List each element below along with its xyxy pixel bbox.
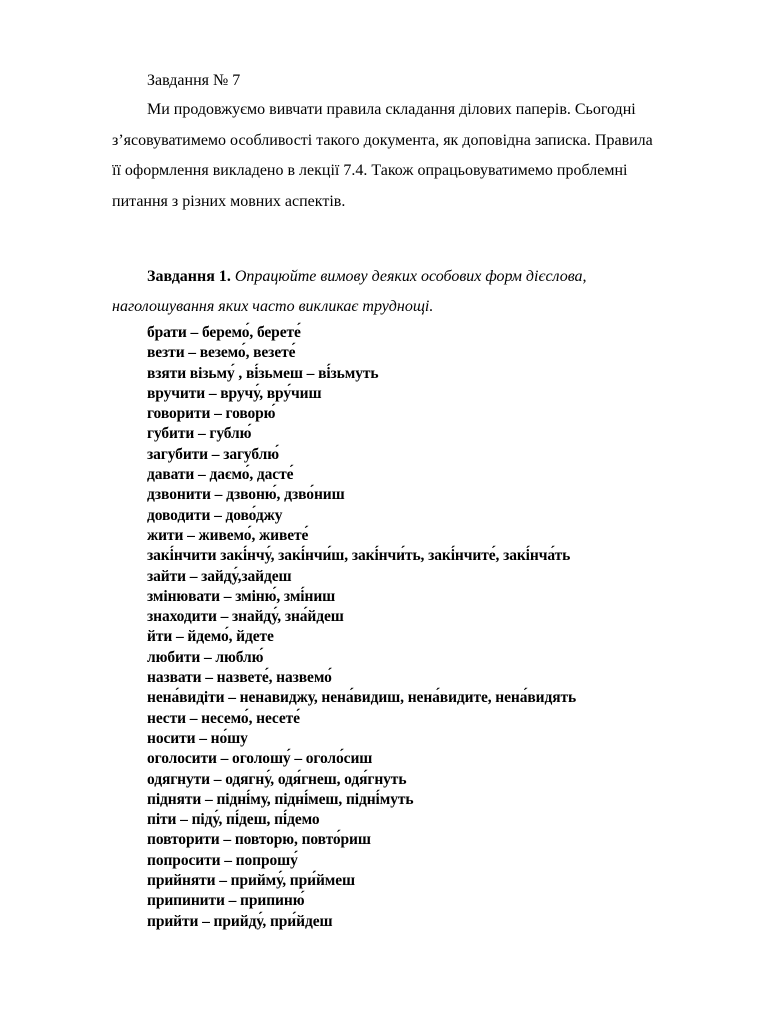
verb-list-item: давати – даємо́, дасте́ (147, 466, 294, 484)
verb-list-item: назвати – назвете́, назвемо́ (147, 669, 332, 687)
task1-description: Опрацюйте вимову деяких особових форм дієслова, (234, 268, 587, 285)
verb-list-item: підняти – підні́му, підні́меш, підні́муть (147, 790, 414, 808)
verb-list-item: припинити – припиню́ (147, 892, 305, 910)
task1-heading (112, 262, 672, 322)
verb-list-item: везти – веземо́, везете́ (147, 344, 296, 362)
task1-label: Завдання 1. (147, 268, 231, 285)
verb-list-item: зайти – зайду́,зайдеш (147, 567, 292, 585)
verb-list-item: нена́видіти – ненавиджу, нена́видиш, нена́видите, нена́видять (147, 689, 577, 707)
verb-list-item: оголосити – оголошу́ – оголо́сиш (147, 750, 373, 768)
verb-list-item: попросити – попрошу́ (147, 851, 298, 869)
verb-list-item: брати – беремо́, берете́ (147, 324, 301, 341)
task-title: Завдання № 7 (147, 72, 241, 89)
intro-line: з’ясовуватимемо особливості такого документа, як доповідна записка. Правила (112, 131, 653, 149)
verb-list-item: говорити – говорю́ (147, 405, 276, 423)
verb-list-item: дзвонити – дзвоню́, дзво́ниш (147, 486, 345, 504)
verb-list-item: губити – гублю́ (147, 425, 252, 443)
verb-list-item: загубити – загублю́ (147, 445, 279, 463)
verb-list-item: носити – но́шу (147, 729, 248, 747)
intro-line: Ми продовжуємо вивчати правила складання ділових паперів. Сьогодні (147, 101, 636, 118)
task1-description-continued: наголошування яких часто викликає труднощі. (112, 298, 434, 315)
verb-list-item: повторити – повторю, повто́риш (147, 831, 371, 849)
verb-list-item: змінювати – зміню́, змі́ниш (147, 587, 336, 605)
intro-paragraph (112, 95, 672, 217)
verb-list-item: вручити – вручу́, вру́чиш (147, 384, 322, 402)
verb-list-item: знаходити – знайду́, зна́йдеш (147, 608, 344, 626)
verb-list-item: прийти – прийду́, при́йдеш (147, 912, 333, 930)
verb-list (147, 323, 576, 932)
verb-list-item: закі́нчити закі́нчу́, закі́нчи́ш, закі́нчи́ть, закі́нчите́, закі́нча́ть (147, 547, 571, 565)
task1-line (112, 262, 672, 292)
verb-list-item: піти – піду́, пі́деш, пі́демо (147, 811, 320, 829)
verb-list-item: прийняти – прийму́, при́ймеш (147, 872, 356, 890)
verb-list-item: доводити – дово́джу (147, 506, 283, 524)
verb-list-item: взяти візьму́ , ві́зьмеш – ві́зьмуть (147, 364, 379, 382)
intro-line: питання з різних мовних аспектів. (112, 192, 346, 210)
verb-list-item: жити – живемо́, живете́ (147, 526, 309, 544)
verb-list-item: нести – несемо́, несете́ (147, 709, 300, 727)
verb-list-item: одягнути – одягну́, одя́гнеш, одя́гнуть (147, 770, 407, 788)
verb-list-item: йти – йдемо́, йдете (147, 628, 274, 646)
verb-list-item: любити – люблю́ (147, 648, 264, 666)
intro-line: її оформлення викладено в лекції 7.4. Також опрацьовуватимемо проблемні (112, 162, 628, 179)
